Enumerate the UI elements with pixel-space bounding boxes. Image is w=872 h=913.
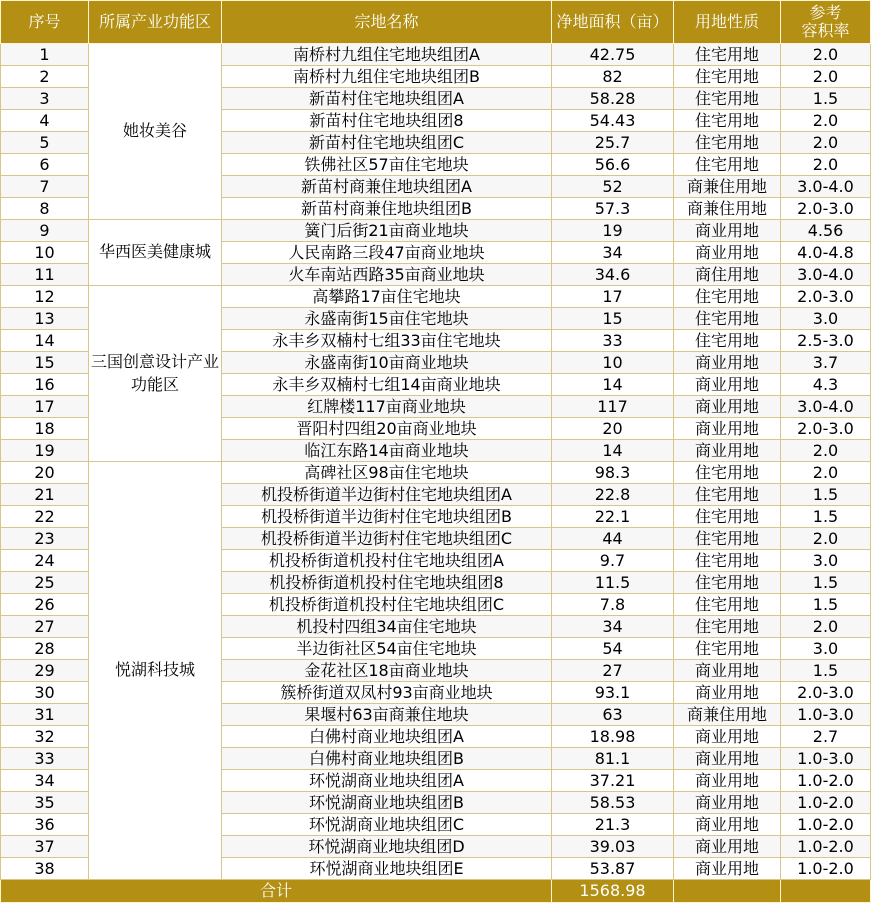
- row-net-area: 63: [552, 704, 674, 726]
- row-land-use: 商业用地: [674, 242, 781, 264]
- row-plot-ratio: 2.0: [781, 110, 871, 132]
- row-net-area: 34: [552, 242, 674, 264]
- row-zone: 悦湖科技城: [89, 462, 222, 880]
- row-index: 36: [1, 814, 89, 836]
- row-net-area: 117: [552, 396, 674, 418]
- row-plot-ratio: 4.56: [781, 220, 871, 242]
- row-land-use: 住宅用地: [674, 308, 781, 330]
- row-net-area: 98.3: [552, 462, 674, 484]
- row-plot-ratio: 1.0-2.0: [781, 814, 871, 836]
- row-net-area: 54.43: [552, 110, 674, 132]
- row-net-area: 34: [552, 616, 674, 638]
- row-index: 3: [1, 88, 89, 110]
- row-plot-ratio: 1.5: [781, 484, 871, 506]
- row-net-area: 10: [552, 352, 674, 374]
- row-net-area: 14: [552, 440, 674, 462]
- row-land-use: 住宅用地: [674, 66, 781, 88]
- row-parcel-name: 南桥村九组住宅地块组团A: [222, 44, 552, 66]
- row-land-use: 住宅用地: [674, 154, 781, 176]
- row-net-area: 82: [552, 66, 674, 88]
- row-zone: 三国创意设计产业功能区: [89, 286, 222, 462]
- row-land-use: 商业用地: [674, 660, 781, 682]
- row-index: 28: [1, 638, 89, 660]
- row-land-use: 商业用地: [674, 726, 781, 748]
- row-land-use: 商兼住用地: [674, 176, 781, 198]
- row-plot-ratio: 1.0-2.0: [781, 770, 871, 792]
- row-index: 30: [1, 682, 89, 704]
- table-row: [1, 462, 871, 484]
- row-land-use: 住宅用地: [674, 88, 781, 110]
- row-index: 20: [1, 462, 89, 484]
- row-land-use: 商业用地: [674, 374, 781, 396]
- table-body: [1, 44, 871, 880]
- row-net-area: 58.53: [552, 792, 674, 814]
- row-plot-ratio: 2.0-3.0: [781, 286, 871, 308]
- row-net-area: 27: [552, 660, 674, 682]
- row-parcel-name: 环悦湖商业地块组团E: [222, 858, 552, 880]
- row-index: 32: [1, 726, 89, 748]
- row-land-use: 商兼住用地: [674, 198, 781, 220]
- row-net-area: 15: [552, 308, 674, 330]
- row-index: 22: [1, 506, 89, 528]
- row-index: 16: [1, 374, 89, 396]
- row-index: 19: [1, 440, 89, 462]
- row-land-use: 住宅用地: [674, 484, 781, 506]
- row-net-area: 56.6: [552, 154, 674, 176]
- row-parcel-name: 金花社区18亩商业地块: [222, 660, 552, 682]
- row-parcel-name: 晋阳村四组20亩商业地块: [222, 418, 552, 440]
- row-parcel-name: 新苗村商兼住地块组团A: [222, 176, 552, 198]
- row-land-use: 商业用地: [674, 418, 781, 440]
- footer-total-label: 合计: [1, 880, 552, 903]
- row-plot-ratio: 2.0-3.0: [781, 418, 871, 440]
- row-net-area: 22.8: [552, 484, 674, 506]
- row-plot-ratio: 2.0: [781, 132, 871, 154]
- row-plot-ratio: 1.0-2.0: [781, 836, 871, 858]
- row-parcel-name: 机投桥街道机投村住宅地块组团8: [222, 572, 552, 594]
- row-plot-ratio: 4.3: [781, 374, 871, 396]
- row-parcel-name: 铁佛社区57亩住宅地块: [222, 154, 552, 176]
- row-net-area: 25.7: [552, 132, 674, 154]
- row-land-use: 住宅用地: [674, 572, 781, 594]
- row-land-use: 住宅用地: [674, 506, 781, 528]
- row-land-use: 住宅用地: [674, 330, 781, 352]
- row-index: 17: [1, 396, 89, 418]
- row-parcel-name: 临江东路14亩商业地块: [222, 440, 552, 462]
- row-land-use: 商业用地: [674, 748, 781, 770]
- row-index: 26: [1, 594, 89, 616]
- row-parcel-name: 高攀路17亩住宅地块: [222, 286, 552, 308]
- row-index: 15: [1, 352, 89, 374]
- row-index: 37: [1, 836, 89, 858]
- row-net-area: 44: [552, 528, 674, 550]
- row-plot-ratio: 1.0-2.0: [781, 792, 871, 814]
- row-net-area: 52: [552, 176, 674, 198]
- row-parcel-name: 新苗村住宅地块组团A: [222, 88, 552, 110]
- header-zone: 所属产业功能区: [89, 1, 222, 44]
- row-plot-ratio: 3.0-4.0: [781, 264, 871, 286]
- row-parcel-name: 白佛村商业地块组团A: [222, 726, 552, 748]
- row-parcel-name: 环悦湖商业地块组团A: [222, 770, 552, 792]
- row-net-area: 33: [552, 330, 674, 352]
- row-index: 27: [1, 616, 89, 638]
- row-plot-ratio: 2.0: [781, 440, 871, 462]
- row-parcel-name: 白佛村商业地块组团B: [222, 748, 552, 770]
- row-plot-ratio: 3.0-4.0: [781, 396, 871, 418]
- row-zone: 她妆美谷: [89, 44, 222, 220]
- footer-empty-cell: [674, 880, 781, 903]
- row-parcel-name: 新苗村住宅地块组团8: [222, 110, 552, 132]
- row-net-area: 42.75: [552, 44, 674, 66]
- header-plot-ratio: 参考 容积率: [781, 1, 871, 44]
- row-index: 24: [1, 550, 89, 572]
- row-parcel-name: 新苗村住宅地块组团C: [222, 132, 552, 154]
- header-net-area: 净地面积（亩）: [552, 1, 674, 44]
- row-plot-ratio: 1.5: [781, 660, 871, 682]
- row-land-use: 住宅用地: [674, 462, 781, 484]
- table-row: [1, 44, 871, 66]
- row-parcel-name: 永盛南街15亩住宅地块: [222, 308, 552, 330]
- row-plot-ratio: 3.0: [781, 308, 871, 330]
- row-net-area: 57.3: [552, 198, 674, 220]
- row-plot-ratio: 2.0-3.0: [781, 682, 871, 704]
- row-index: 38: [1, 858, 89, 880]
- row-land-use: 商业用地: [674, 440, 781, 462]
- row-land-use: 住宅用地: [674, 550, 781, 572]
- header-parcel-name: 宗地名称: [222, 1, 552, 44]
- row-land-use: 商业用地: [674, 814, 781, 836]
- row-land-use: 商业用地: [674, 836, 781, 858]
- row-index: 1: [1, 44, 89, 66]
- row-parcel-name: 新苗村商兼住地块组团B: [222, 198, 552, 220]
- row-land-use: 住宅用地: [674, 594, 781, 616]
- row-index: 34: [1, 770, 89, 792]
- row-land-use: 商业用地: [674, 220, 781, 242]
- row-plot-ratio: 1.5: [781, 572, 871, 594]
- row-land-use: 住宅用地: [674, 110, 781, 132]
- row-index: 33: [1, 748, 89, 770]
- row-land-use: 商业用地: [674, 396, 781, 418]
- row-plot-ratio: 1.5: [781, 88, 871, 110]
- row-net-area: 34.6: [552, 264, 674, 286]
- row-plot-ratio: 2.0: [781, 528, 871, 550]
- row-parcel-name: 环悦湖商业地块组团B: [222, 792, 552, 814]
- row-net-area: 19: [552, 220, 674, 242]
- row-index: 14: [1, 330, 89, 352]
- row-plot-ratio: 3.7: [781, 352, 871, 374]
- row-index: 8: [1, 198, 89, 220]
- row-index: 5: [1, 132, 89, 154]
- row-index: 6: [1, 154, 89, 176]
- row-land-use: 住宅用地: [674, 44, 781, 66]
- row-plot-ratio: 2.0: [781, 462, 871, 484]
- row-plot-ratio: 2.0: [781, 44, 871, 66]
- row-index: 25: [1, 572, 89, 594]
- row-plot-ratio: 2.0: [781, 616, 871, 638]
- row-index: 7: [1, 176, 89, 198]
- row-net-area: 37.21: [552, 770, 674, 792]
- row-plot-ratio: 1.0-3.0: [781, 704, 871, 726]
- row-plot-ratio: 1.5: [781, 594, 871, 616]
- row-index: 12: [1, 286, 89, 308]
- row-plot-ratio: 2.7: [781, 726, 871, 748]
- row-land-use: 住宅用地: [674, 638, 781, 660]
- row-index: 29: [1, 660, 89, 682]
- row-net-area: 39.03: [552, 836, 674, 858]
- row-plot-ratio: 2.0-3.0: [781, 198, 871, 220]
- row-parcel-name: 火车南站西路35亩商业地块: [222, 264, 552, 286]
- row-index: 4: [1, 110, 89, 132]
- row-index: 2: [1, 66, 89, 88]
- row-net-area: 22.1: [552, 506, 674, 528]
- row-land-use: 商业用地: [674, 792, 781, 814]
- row-index: 18: [1, 418, 89, 440]
- row-parcel-name: 永丰乡双楠村七组14亩商业地块: [222, 374, 552, 396]
- row-net-area: 7.8: [552, 594, 674, 616]
- row-parcel-name: 人民南路三段47亩商业地块: [222, 242, 552, 264]
- row-land-use: 商业用地: [674, 352, 781, 374]
- row-index: 13: [1, 308, 89, 330]
- table-row: [1, 220, 871, 242]
- row-land-use: 商兼住用地: [674, 704, 781, 726]
- row-plot-ratio: 4.0-4.8: [781, 242, 871, 264]
- row-parcel-name: 南桥村九组住宅地块组团B: [222, 66, 552, 88]
- table-header: [1, 1, 871, 44]
- header-land-use: 用地性质: [674, 1, 781, 44]
- row-parcel-name: 机投桥街道机投村住宅地块组团A: [222, 550, 552, 572]
- row-parcel-name: 机投桥街道半边街村住宅地块组团C: [222, 528, 552, 550]
- row-net-area: 20: [552, 418, 674, 440]
- row-index: 10: [1, 242, 89, 264]
- row-net-area: 54: [552, 638, 674, 660]
- row-index: 23: [1, 528, 89, 550]
- footer-total-area: 1568.98: [552, 880, 674, 903]
- row-parcel-name: 簧门后街21亩商业地块: [222, 220, 552, 242]
- footer-empty-cell: [781, 880, 871, 903]
- row-plot-ratio: 3.0-4.0: [781, 176, 871, 198]
- row-land-use: 商业用地: [674, 770, 781, 792]
- row-index: 35: [1, 792, 89, 814]
- row-parcel-name: 果堰村63亩商兼住地块: [222, 704, 552, 726]
- row-net-area: 21.3: [552, 814, 674, 836]
- row-land-use: 商住用地: [674, 264, 781, 286]
- row-plot-ratio: 3.0: [781, 638, 871, 660]
- row-parcel-name: 机投桥街道半边街村住宅地块组团B: [222, 506, 552, 528]
- row-parcel-name: 机投村四组34亩住宅地块: [222, 616, 552, 638]
- row-plot-ratio: 1.0-2.0: [781, 858, 871, 880]
- row-net-area: 93.1: [552, 682, 674, 704]
- row-net-area: 53.87: [552, 858, 674, 880]
- row-net-area: 11.5: [552, 572, 674, 594]
- row-index: 9: [1, 220, 89, 242]
- row-parcel-name: 高碑社区98亩住宅地块: [222, 462, 552, 484]
- row-net-area: 18.98: [552, 726, 674, 748]
- row-index: 11: [1, 264, 89, 286]
- row-land-use: 商业用地: [674, 858, 781, 880]
- row-plot-ratio: 2.0: [781, 66, 871, 88]
- row-parcel-name: 半边街社区54亩住宅地块: [222, 638, 552, 660]
- row-land-use: 商业用地: [674, 682, 781, 704]
- row-net-area: 58.28: [552, 88, 674, 110]
- row-zone: 华西医美健康城: [89, 220, 222, 286]
- row-parcel-name: 机投桥街道半边街村住宅地块组团A: [222, 484, 552, 506]
- row-parcel-name: 环悦湖商业地块组团D: [222, 836, 552, 858]
- row-index: 21: [1, 484, 89, 506]
- row-net-area: 9.7: [552, 550, 674, 572]
- row-net-area: 14: [552, 374, 674, 396]
- row-plot-ratio: 3.0: [781, 550, 871, 572]
- row-parcel-name: 环悦湖商业地块组团C: [222, 814, 552, 836]
- row-plot-ratio: 2.0: [781, 154, 871, 176]
- row-land-use: 住宅用地: [674, 528, 781, 550]
- row-net-area: 81.1: [552, 748, 674, 770]
- table-row: [1, 286, 871, 308]
- row-plot-ratio: 1.0-3.0: [781, 748, 871, 770]
- row-parcel-name: 红牌楼117亩商业地块: [222, 396, 552, 418]
- header-index: 序号: [1, 1, 89, 44]
- row-net-area: 17: [552, 286, 674, 308]
- row-plot-ratio: 1.5: [781, 506, 871, 528]
- row-parcel-name: 簇桥街道双凤村93亩商业地块: [222, 682, 552, 704]
- row-land-use: 住宅用地: [674, 616, 781, 638]
- table-footer: [1, 880, 871, 903]
- row-land-use: 住宅用地: [674, 286, 781, 308]
- row-parcel-name: 机投桥街道机投村住宅地块组团C: [222, 594, 552, 616]
- row-parcel-name: 永盛南街10亩商业地块: [222, 352, 552, 374]
- row-index: 31: [1, 704, 89, 726]
- row-plot-ratio: 2.5-3.0: [781, 330, 871, 352]
- row-parcel-name: 永丰乡双楠村七组33亩住宅地块: [222, 330, 552, 352]
- row-land-use: 住宅用地: [674, 132, 781, 154]
